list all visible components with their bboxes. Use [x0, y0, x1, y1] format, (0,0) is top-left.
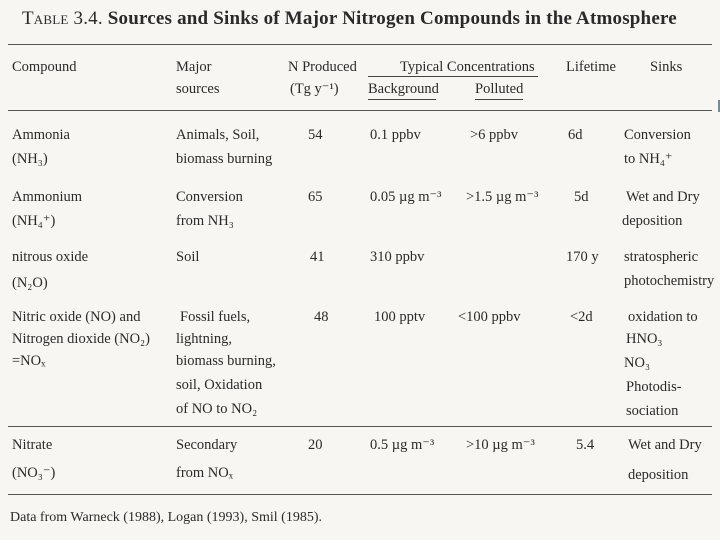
table-title-text: Sources and Sinks of Major Nitrogen Compounds in the Atmosphere — [107, 8, 677, 29]
row-ammonium-polluted: >1.5 µg m⁻³ — [466, 189, 539, 205]
row-ammonium-background: 0.05 µg m⁻³ — [370, 189, 442, 205]
row-nox-sink: sociation — [626, 403, 679, 419]
table-number: Table 3.4. — [22, 8, 103, 29]
row-nitrous-oxide-sink: photochemistry — [624, 273, 715, 289]
row-nox-source: biomass burning, — [176, 353, 276, 369]
row-ammonium-lifetime: 5d — [574, 189, 589, 205]
row-nox-produced: 48 — [314, 309, 329, 325]
row-ammonia-compound: Ammonia — [12, 127, 70, 143]
row-nitrous-oxide-source: Soil — [176, 249, 200, 265]
header-produced-line1: N Produced — [288, 59, 357, 75]
row-ammonium-source: Conversion — [176, 189, 243, 205]
header-polluted: Polluted — [475, 81, 524, 97]
row-nox-sink: Photodis- — [626, 379, 682, 395]
row-nox-sink: NO₃ — [624, 355, 650, 371]
row-ammonia-lifetime: 6d — [568, 127, 583, 143]
row-nox-source: soil, Oxidation — [176, 377, 263, 393]
header-background: Background — [368, 81, 439, 97]
row-ammonium-sink: deposition — [622, 213, 683, 229]
row-nitrate-sink: deposition — [628, 467, 689, 483]
header-sinks: Sinks — [650, 59, 683, 75]
row-nitrate-sink: Wet and Dry — [628, 437, 702, 453]
row-ammonium-formula: (NH₄⁺) — [12, 213, 56, 229]
row-nox-compound: Nitrogen dioxide (NO₂) — [12, 331, 150, 347]
row-nitrate-polluted: >10 µg m⁻³ — [466, 437, 535, 453]
row-ammonia-polluted: >6 ppbv — [470, 127, 519, 143]
row-nox-formula: =NOₓ — [12, 353, 46, 369]
row-ammonium-produced: 65 — [308, 189, 323, 205]
header-polluted-underline — [475, 99, 523, 100]
header-background-underline — [368, 99, 436, 100]
row-nox-compound: Nitric oxide (NO) and — [12, 309, 141, 325]
row-nox-source: Fossil fuels, — [180, 309, 251, 325]
header-sources-line1: Major — [176, 59, 212, 75]
row-ammonia-source: biomass burning — [176, 151, 273, 167]
top-rule — [8, 44, 712, 45]
row-nitrate-lifetime: 5.4 — [576, 437, 595, 453]
row-ammonia-formula: (NH₃) — [12, 151, 48, 167]
header-lifetime: Lifetime — [566, 59, 616, 75]
header-typical-concentrations: Typical Concentrations — [400, 59, 535, 75]
row-nitrous-oxide-lifetime: 170 y — [566, 249, 599, 265]
row-nox-polluted: <100 ppbv — [458, 309, 521, 325]
row-nitrous-oxide-produced: 41 — [310, 249, 325, 265]
row-nox-lifetime: <2d — [570, 309, 593, 325]
row-nitrate-compound: Nitrate — [12, 437, 53, 453]
row-nox-sink: oxidation to — [628, 309, 698, 325]
row-ammonia-produced: 54 — [308, 127, 323, 143]
row-nox-background: 100 pptv — [374, 309, 426, 325]
row-nox-sink: HNO₃ — [626, 331, 663, 347]
header-sources-line2: sources — [176, 81, 220, 97]
table-title — [22, 8, 702, 30]
row-ammonia-sink: Conversion — [624, 127, 691, 143]
row-ammonia-sink: to NH₄⁺ — [624, 151, 673, 167]
bottom-rule — [8, 494, 712, 495]
row-nitrate-produced: 20 — [308, 437, 323, 453]
row-nox-source: of NO to NO₂ — [176, 401, 258, 417]
header-rule — [8, 110, 712, 111]
row-ammonia-background: 0.1 ppbv — [370, 127, 421, 143]
header-produced-line2: (Tg y⁻¹) — [290, 81, 339, 97]
header-compound: Compound — [12, 59, 77, 75]
row-nitrate-background: 0.5 µg m⁻³ — [370, 437, 435, 453]
row-nitrous-oxide-compound: nitrous oxide — [12, 249, 89, 265]
row-nitrous-oxide-background: 310 ppbv — [370, 249, 425, 265]
row-nitrate-source: from NOₓ — [176, 465, 233, 481]
row-ammonia-source: Animals, Soil, — [176, 127, 260, 143]
row-ammonium-sink: Wet and Dry — [626, 189, 700, 205]
row-nox-source: lightning, — [176, 331, 232, 347]
section-rule — [8, 426, 712, 427]
header-typical-underline — [368, 76, 538, 77]
row-ammonium-source: from NH₃ — [176, 213, 234, 229]
row-nitrate-formula: (NO₃⁻) — [12, 465, 56, 481]
row-nitrous-oxide-formula: (N₂O) — [12, 275, 48, 291]
row-ammonium-compound: Ammonium — [12, 189, 83, 205]
row-nitrate-source: Secondary — [176, 437, 238, 453]
table-footnote: Data from Warneck (1988), Logan (1993), Smil (1985). — [10, 510, 322, 525]
row-nitrous-oxide-sink: stratospheric — [624, 249, 699, 265]
